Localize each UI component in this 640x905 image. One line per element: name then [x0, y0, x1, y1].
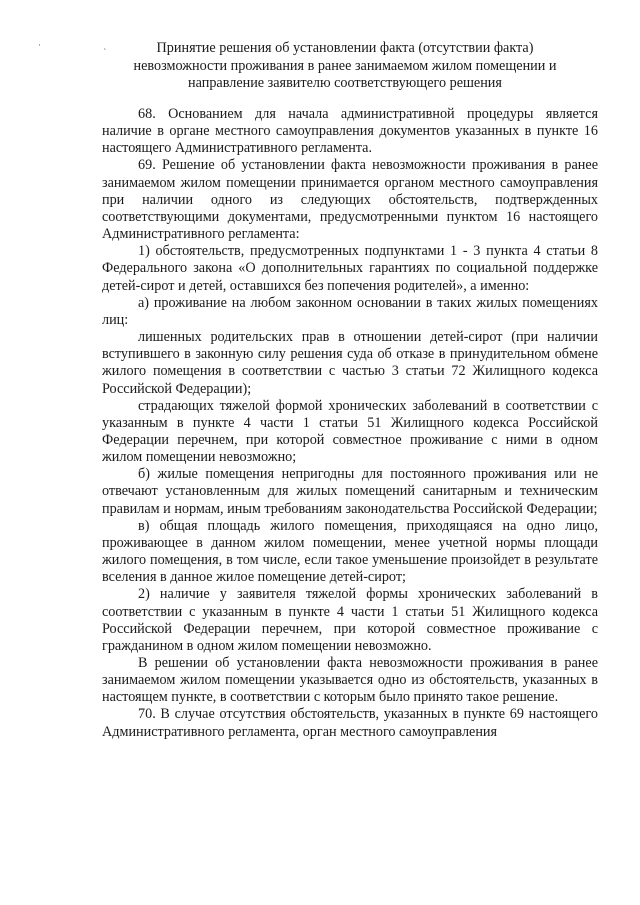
heading-line: направление заявителю соответствующего решения [188, 75, 502, 91]
section-heading [100, 40, 590, 93]
subitem-1: 1) обстоятельств, предусмотренных подпунктами 1 - 3 пункта 4 статьи 8 Федерального закона «О дополнительных гарантиях по социальной поддержке детей-сирот и детей, оставшихся без попечения родителей», а именно: [102, 243, 598, 294]
paragraph-69: 69. Решение об установлении факта невозможности проживания в ранее занимаемом жилом помещении принимается органом местного самоуправления при наличии одного из следующих обстоятельств, подтвержденных соответствующими документами, предусмотренными пунктом 16 настоящего Административного регламента: [102, 157, 598, 243]
subitem-v: в) общая площадь жилого помещения, приходящаяся на одно лицо, проживающее в данном жилом помещении, менее учетной нормы площади жилого помещения, в том числе, если такое уменьшение произойдет в результате вселения в данное жилое помещение детей-сирот; [102, 517, 598, 586]
paragraph-70: 70. В случае отсутствия обстоятельств, указанных в пункте 69 настоящего Административного регламента, орган местного самоуправления [102, 706, 598, 740]
paragraph-decision: В решении об установлении факта невозможности проживания в ранее занимаемом жилом помещении указывается одно из обстоятельств, указанных в настоящем пункте, в соответствии с которым было принято такое решение. [102, 655, 598, 706]
subitem-a: а) проживание на любом законном основании в таких жилых помещениях лиц: [102, 294, 598, 328]
subitem-b: б) жилые помещения непригодны для постоянного проживания или не отвечают установленным для жилых помещений санитарным и техническим правилам и нормам, иным требованиям законодательства Российской Федерации; [102, 466, 598, 517]
scan-artifact: · ˎ [38, 40, 137, 50]
document-body [102, 106, 598, 741]
heading-line: Принятие решения об установлении факта (отсутствии факта) [156, 40, 534, 56]
heading-line: невозможности проживания в ранее занимаемом жилом помещении и [133, 57, 557, 74]
subitem-a-illness: страдающих тяжелой формой хронических заболеваний в соответствии с указанным в пункте 4 части 1 статьи 51 Жилищного кодекса Российской Федерации перечнем, при которой совместное проживание с ними в одном жилом помещении невозможно; [102, 397, 598, 466]
subitem-a-deprived: лишенных родительских прав в отношении детей-сирот (при наличии вступившего в законную силу решения суда об отказе в принудительном обмене жилого помещения в соответствии с частью 3 статьи 72 Жилищного кодекса Российской Федерации); [102, 329, 598, 397]
subitem-2: 2) наличие у заявителя тяжелой формы хронических заболеваний в соответствии с указанным в пункте 4 части 1 статьи 51 Жилищного кодекса Российской Федерации перечнем, при которой совместное проживание с гражданином в одном жилом помещении невозможно. [102, 586, 598, 654]
paragraph-68: 68. Основанием для начала административной процедуры является наличие в органе местного самоуправления документов указанных в пункте 16 настоящего Административного регламента. [102, 106, 598, 157]
